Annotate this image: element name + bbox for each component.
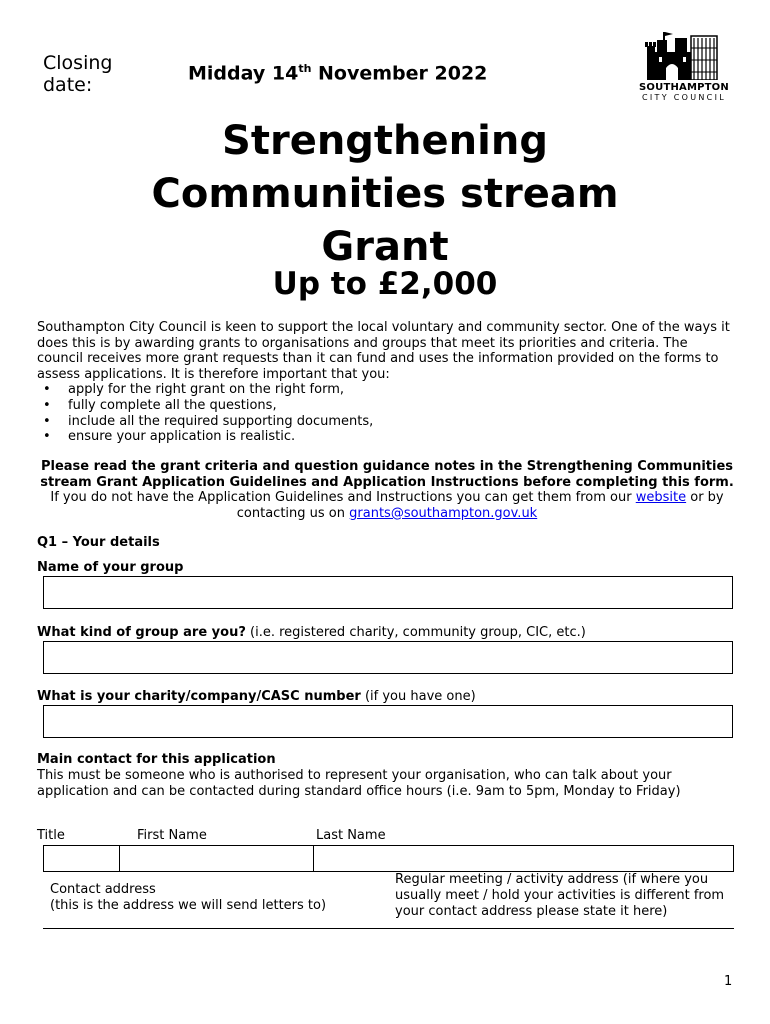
council-logo [637, 30, 731, 102]
first-name-field[interactable] [120, 846, 314, 871]
section-heading: Q1 – Your details [37, 535, 160, 550]
guidance-note: Please read the grant criteria and question guidance notes in the Strengthening Communities stream Grant Application Guidelines and Application Instructions before completing this form. If you do not have the Application Guidelines and Instructions you can get them from our website or by contacting us on grants@southampton.gov.uk [40, 459, 734, 521]
group-name-field[interactable] [43, 576, 733, 609]
closing-date-label: Closing date: [43, 52, 113, 96]
contact-name-row [43, 845, 734, 872]
list-item: • include all the required supporting documents, [37, 414, 737, 430]
contact-address-label: Contact address (this is the address we will send letters to) [50, 882, 327, 913]
charity-number-label: What is your charity/company/CASC number (if you have one) [37, 689, 476, 704]
title-column-label: Title [37, 828, 65, 843]
page-number: 1 [724, 974, 733, 989]
list-item: • ensure your application is realistic. [37, 429, 737, 445]
main-contact-heading: Main contact for this application [37, 752, 276, 767]
page-title: Strengthening Communities stream Grant [151, 118, 619, 270]
charity-number-field[interactable] [43, 705, 733, 738]
requirements-list [37, 382, 737, 444]
email-link[interactable]: grants@southampton.gov.uk [349, 505, 538, 521]
group-kind-field[interactable] [43, 641, 733, 674]
logo-line2: CITY COUNCIL [642, 93, 726, 102]
group-name-label: Name of your group [37, 560, 184, 575]
list-item: • apply for the right grant on the right form, [37, 382, 737, 398]
closing-date-value: Midday 14th November 2022 [188, 62, 488, 85]
group-kind-label: What kind of group are you? (i.e. registered charity, community group, CIC, etc.) [37, 625, 586, 640]
castle-logo-icon [645, 30, 723, 80]
first-name-column-label: First Name [137, 828, 207, 843]
meeting-address-label: Regular meeting / activity address (if where you usually meet / hold your activities is different from your contact address please state it here) [395, 872, 725, 919]
last-name-column-label: Last Name [316, 828, 386, 843]
last-name-field[interactable] [314, 846, 733, 871]
page-subtitle: Up to £2,000 [272, 266, 498, 302]
title-field[interactable] [44, 846, 120, 871]
address-row [43, 872, 734, 929]
website-link[interactable]: website [635, 490, 687, 506]
logo-line1: SOUTHAMPTON [639, 82, 729, 93]
list-item: • fully complete all the questions, [37, 398, 737, 414]
main-contact-description: This must be someone who is authorised to represent your organisation, who can talk about your application and can be contacted during standard office hours (i.e. 9am to 5pm, Monday to Friday) [37, 768, 681, 799]
intro-text: Southampton City Council is keen to support the local voluntary and community sector. One of the ways it does this is by awarding grants to organisations and groups that meet its priorities and criteria. The council receives more grant requests than it can fund and uses the information provided on the forms to assess applications. It is therefore important that you: • apply for the right grant on the right form, • fully complete all the questions, • include all the required supporting documents, • ensure your application is realistic. [37, 320, 737, 445]
